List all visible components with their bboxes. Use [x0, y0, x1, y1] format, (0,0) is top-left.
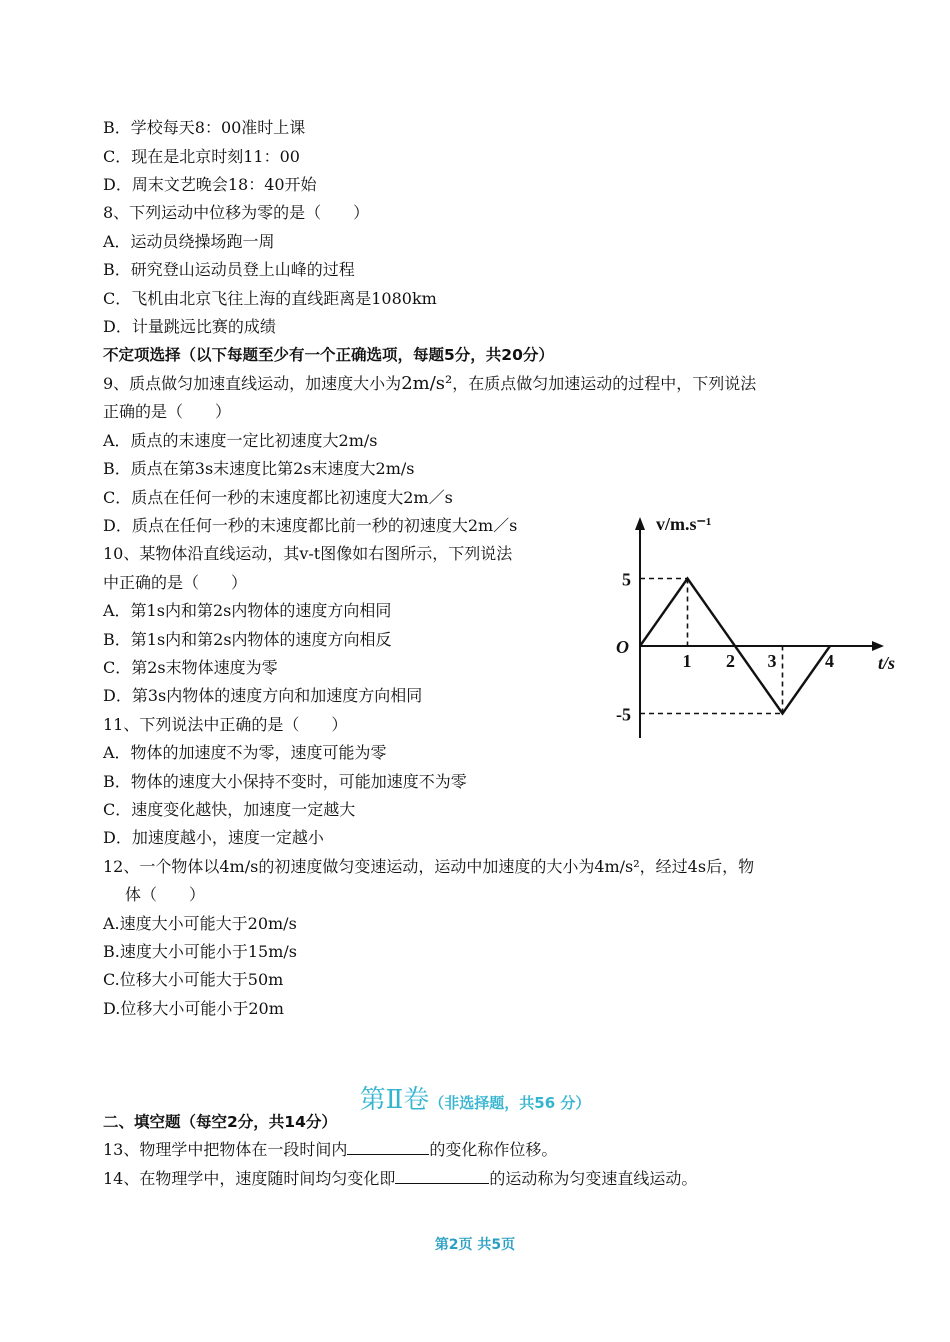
option-10d: D．第3s内物体的速度方向和加速度方向相同 [103, 686, 423, 705]
option-7c: C．现在是北京时刻11：00 [103, 147, 300, 166]
vt-graph [608, 512, 908, 744]
option-11a: A．物体的加速度不为零，速度可能为零 [103, 743, 387, 762]
question-9-text-1: 9、质点做匀加速直线运动，加速度大小为 [103, 374, 402, 393]
x-tick-label: 1 [682, 651, 692, 671]
question-14 [103, 1168, 697, 1190]
x-tick-label: 2 [726, 651, 735, 671]
option-7b: B．学校每天8：00准时上课 [103, 118, 306, 137]
question-9 [103, 373, 756, 395]
question-12-line-2: 体（ ） [125, 885, 206, 904]
option-9d: D．质点在任何一秒的末速度都比前一秒的初速度大2m／s [103, 516, 518, 535]
question-9-line-2: 正确的是（ ） [103, 402, 232, 421]
option-10b: B．第1s内和第2s内物体的速度方向相反 [103, 630, 392, 649]
option-11d: D．加速度越小，速度一定越小 [103, 828, 324, 847]
option-7d: D．周末文艺晚会18：40开始 [103, 175, 317, 194]
question-11: 11、下列说法中正确的是（ ） [103, 715, 348, 734]
question-10-line-2: 中正确的是（ ） [103, 573, 248, 592]
x-tick-label: 4 [825, 651, 834, 671]
y-axis-arrow [635, 517, 645, 530]
question-12: 12、一个物体以4m/s的初速度做匀变速运动，运动中加速度的大小为4m/s²，经过4s后，物 [103, 857, 755, 876]
option-10c: C．第2s末物体速度为零 [103, 658, 278, 677]
y-tick-label: 5 [622, 569, 631, 590]
option-10a: A．第1s内和第2s内物体的速度方向相同 [103, 601, 392, 620]
option-12d: D.位移大小可能小于20m [103, 999, 284, 1018]
question-14-text-2: 的运动称为匀变速直线运动。 [489, 1169, 698, 1188]
option-8a: A．运动员绕操场跑一周 [103, 232, 275, 251]
option-8c: C．飞机由北京飞往上海的直线距离是1080km [103, 289, 437, 308]
answer-blank-14[interactable] [395, 1168, 489, 1184]
option-11c: C．速度变化越快，加速度一定越大 [103, 800, 356, 819]
question-13 [103, 1139, 557, 1161]
option-12b: B.速度大小可能小于15m/s [103, 942, 297, 961]
x-tick-label: 3 [767, 651, 777, 671]
option-9a: A．质点的末速度一定比初速度大2m/s [103, 431, 378, 450]
origin-label: O [616, 637, 629, 657]
question-13-text-1: 13、物理学中把物体在一段时间内 [103, 1140, 348, 1159]
option-11b: B．物体的速度大小保持不变时，可能加速度不为零 [103, 772, 467, 791]
answer-blank-13[interactable] [347, 1139, 429, 1155]
option-9c: C．质点在任何一秒的末速度都比初速度大2m／s [103, 488, 453, 507]
page-footer: 第2页 共5页 [434, 1237, 516, 1253]
option-12c: C.位移大小可能大于50m [103, 970, 284, 989]
y-tick-label: -5 [616, 704, 631, 725]
option-8d: D．计量跳远比赛的成绩 [103, 317, 276, 336]
section-title-sub: （非选择题，共56 分） [429, 1094, 591, 1112]
multi-choice-heading: 不定项选择（以下每题至少有一个正确选项，每题5分，共20分） [103, 346, 554, 364]
question-13-text-2: 的变化称作位移。 [429, 1140, 558, 1159]
question-8: 8、下列运动中位移为零的是（ ） [103, 203, 370, 222]
question-9-unit: 2m/s² [401, 373, 453, 394]
question-14-text-1: 14、在物理学中，速度随时间均匀变化即 [103, 1169, 396, 1188]
x-axis-arrow [872, 641, 884, 651]
question-10: 10、某物体沿直线运动，其v-t图像如右图所示，下列说法 [103, 544, 513, 563]
fill-blank-heading: 二、填空题（每空2分，共14分） [103, 1113, 337, 1131]
option-9b: B．质点在第3s末速度比第2s末速度大2m/s [103, 459, 415, 478]
section-title-main: 第Ⅱ卷 [359, 1085, 430, 1115]
y-axis-label: v/m.s⁻¹ [656, 514, 712, 534]
question-9-text-2: ，在质点做匀加速运动的过程中，下列说法 [452, 374, 757, 393]
option-12a: A.速度大小可能大于20m/s [103, 914, 297, 933]
x-axis-label: t/s [878, 653, 896, 673]
option-8b: B．研究登山运动员登上山峰的过程 [103, 260, 355, 279]
